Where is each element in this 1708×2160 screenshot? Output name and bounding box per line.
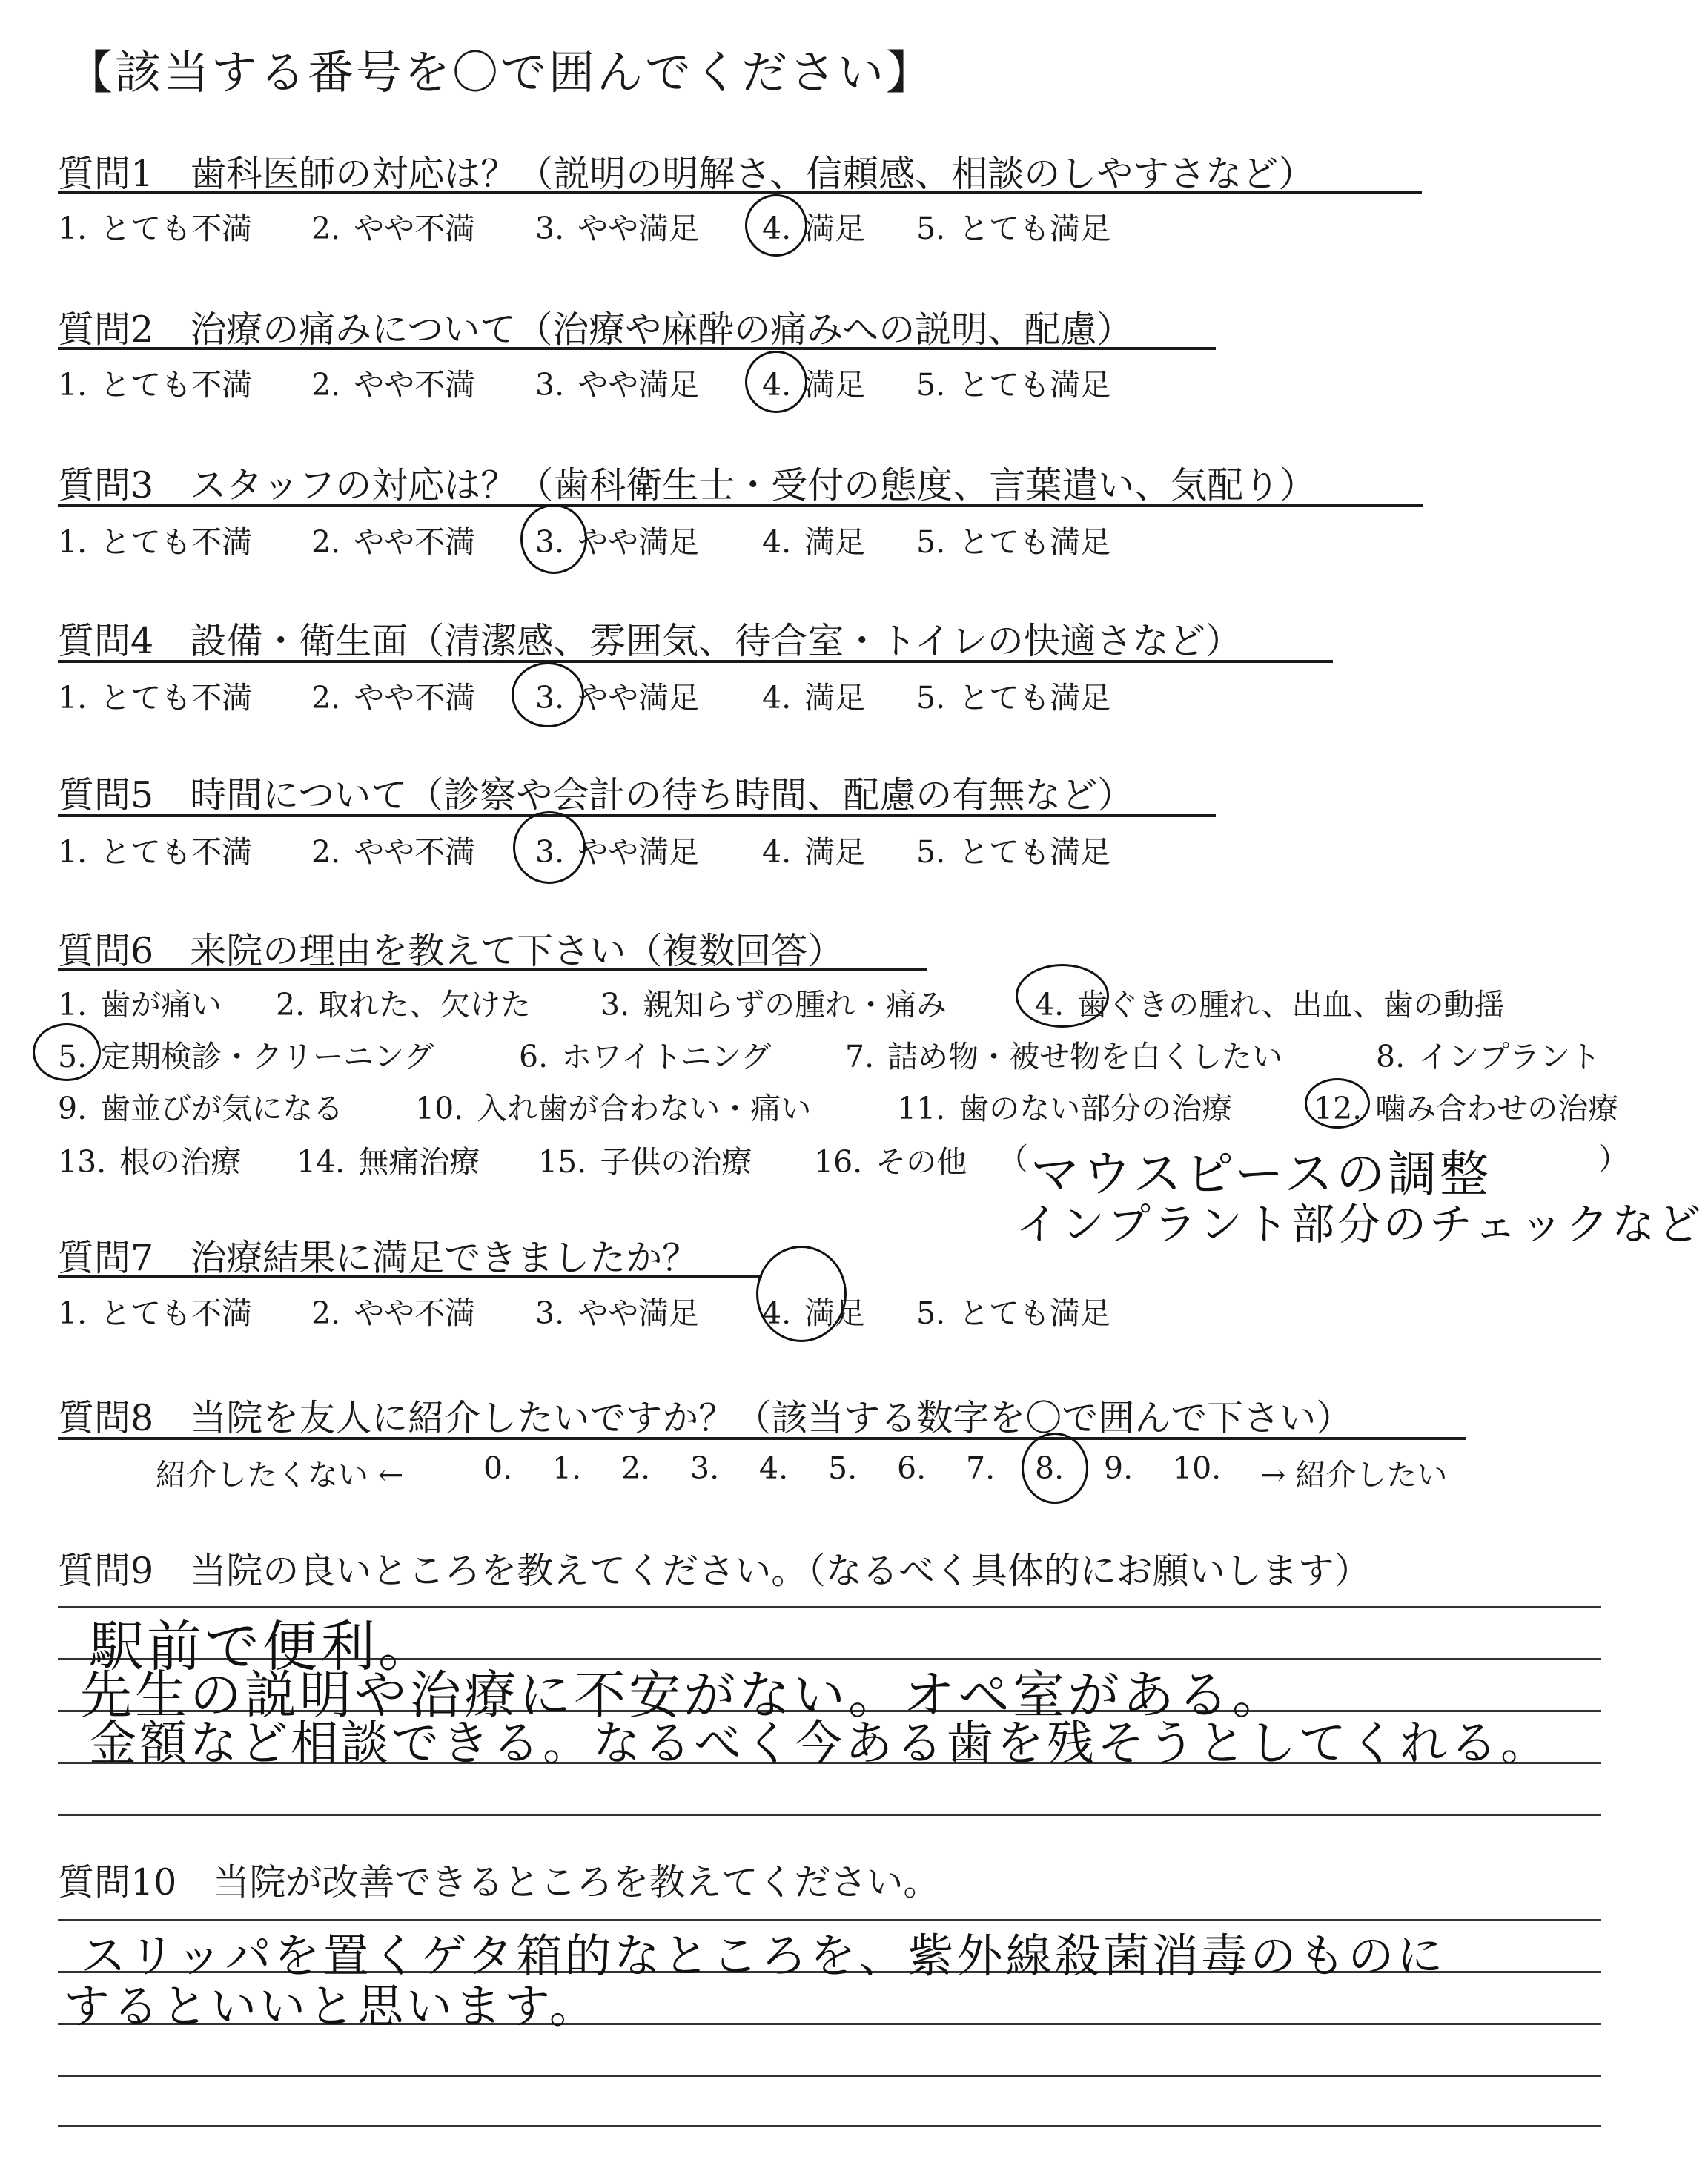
- q7-option-5[interactable]: 5. とても満足: [916, 1295, 1111, 1331]
- q6-option-4[interactable]: 4. 歯ぐきの腫れ、出血、歯の動揺: [1035, 987, 1505, 1023]
- q6-option-16[interactable]: 16. その他: [814, 1144, 967, 1180]
- q4-option-1[interactable]: 1. とても不満: [58, 680, 253, 716]
- q6-option-12[interactable]: 12. 噛み合わせの治療: [1314, 1091, 1619, 1126]
- q2-option-2[interactable]: 2. やや不満: [311, 367, 476, 403]
- q6-option-8[interactable]: 8. インプラント: [1376, 1039, 1601, 1074]
- q6-option-11[interactable]: 11. 歯のない部分の治療: [897, 1091, 1233, 1126]
- question-2-text: 治療の痛みについて（治療や麻酔の痛みへの説明、配慮）: [190, 308, 1133, 351]
- q5-option-5[interactable]: 5. とても満足: [916, 834, 1111, 870]
- q8-scale-6[interactable]: 6.: [897, 1450, 927, 1486]
- q8-scale-0[interactable]: 0.: [483, 1450, 513, 1486]
- q8-right-label: → 紹介したい: [1260, 1457, 1448, 1493]
- question-5-label: 質問5: [58, 774, 154, 816]
- q3-option-3[interactable]: 3. やや満足: [535, 524, 700, 560]
- q5-option-2[interactable]: 2. やや不満: [311, 834, 476, 870]
- question-5-text: 時間について（診察や会計の待ち時間、配慮の有無など）: [190, 774, 1134, 816]
- q9-handwritten-1: 駅前で便利。: [89, 1615, 436, 1679]
- question-3-title: [58, 457, 1316, 509]
- question-3-text: スタッフの対応は？（歯科衛生士・受付の態度、言葉遣い、気配り）: [190, 464, 1317, 506]
- q8-scale-1[interactable]: 1.: [552, 1450, 582, 1486]
- q7-option-3[interactable]: 3. やや満足: [535, 1295, 700, 1331]
- q1-option-1[interactable]: 1. とても不満: [58, 211, 253, 246]
- q6-selected-circle-4: [1016, 964, 1109, 1028]
- question-7-text: 治療結果に満足できましたか？: [190, 1237, 699, 1279]
- q6-selected-circle-5: [33, 1023, 101, 1081]
- q6-option-10[interactable]: 10. 入れ歯が合わない・痛い: [415, 1091, 812, 1126]
- q8-selected-circle: [1022, 1433, 1088, 1504]
- question-2-rule: [58, 347, 1216, 350]
- q8-scale-4[interactable]: 4.: [759, 1450, 789, 1486]
- q1-option-2[interactable]: 2. やや不満: [311, 211, 476, 246]
- question-8-rule: [58, 1437, 1466, 1440]
- q5-option-4[interactable]: 4. 満足: [762, 834, 866, 870]
- question-8-title: [58, 1390, 1352, 1441]
- question-10-title: [58, 1854, 939, 1906]
- question-6-title: [58, 922, 844, 974]
- q3-option-2[interactable]: 2. やや不満: [311, 524, 476, 560]
- q10-answer-line-5: [58, 2125, 1601, 2127]
- q1-selected-circle: [745, 194, 807, 257]
- q6-other-paren-close: ）: [1598, 1141, 1629, 1177]
- q6-option-7[interactable]: 7. 詰め物・被せ物を白くしたい: [845, 1039, 1283, 1074]
- question-4-rule: [58, 660, 1333, 663]
- q6-option-1[interactable]: 1. 歯が痛い: [58, 987, 222, 1023]
- q1-option-5[interactable]: 5. とても満足: [916, 211, 1111, 246]
- question-1-text: 歯科医師の対応は？（説明の明解さ、信頼感、相談のしやすさなど）: [190, 153, 1315, 195]
- q3-option-5[interactable]: 5. とても満足: [916, 524, 1111, 560]
- q8-left-label: 紹介したくない ←: [156, 1457, 404, 1493]
- q1-option-3[interactable]: 3. やや満足: [535, 211, 700, 246]
- q8-scale-10[interactable]: 10.: [1173, 1450, 1222, 1486]
- q8-scale-3[interactable]: 3.: [690, 1450, 720, 1486]
- q3-option-1[interactable]: 1. とても不満: [58, 524, 253, 560]
- q9-handwritten-2: 先生の説明や治療に不安がない。オペ室がある。: [80, 1665, 1287, 1725]
- q6-option-6[interactable]: 6. ホワイトニング: [519, 1039, 772, 1074]
- question-9-label: 質問9: [58, 1550, 154, 1592]
- question-6-label: 質問6: [58, 930, 154, 972]
- question-7-label: 質問7: [58, 1237, 154, 1279]
- question-7-rule: [58, 1275, 762, 1278]
- question-8-label: 質問8: [58, 1397, 154, 1439]
- q6-option-13[interactable]: 13. 根の治療: [58, 1144, 242, 1180]
- question-2-title: [58, 301, 1133, 353]
- q5-option-3[interactable]: 3. やや満足: [535, 834, 700, 870]
- q10-handwritten-2: するといいと思います。: [64, 1979, 599, 2033]
- q1-option-4[interactable]: 4. 満足: [762, 211, 866, 246]
- question-9-text: 当院の良いところを教えてください。（なるべく具体的にお願いします）: [190, 1550, 1371, 1592]
- q3-option-4[interactable]: 4. 満足: [762, 524, 866, 560]
- q7-option-4[interactable]: 4. 満足: [762, 1295, 866, 1331]
- q4-option-4[interactable]: 4. 満足: [762, 680, 866, 716]
- q8-scale-2[interactable]: 2.: [621, 1450, 651, 1486]
- q6-option-3[interactable]: 3. 親知らずの腫れ・痛み: [600, 987, 947, 1023]
- q10-handwritten-1: スリッパを置くゲタ箱的なところを、紫外線殺菌消毒のものに: [80, 1929, 1446, 1983]
- q7-option-1[interactable]: 1. とても不満: [58, 1295, 253, 1331]
- q4-selected-circle: [512, 662, 584, 727]
- q4-option-2[interactable]: 2. やや不満: [311, 680, 476, 716]
- q4-option-5[interactable]: 5. とても満足: [916, 680, 1111, 716]
- question-3-label: 質問3: [58, 464, 154, 506]
- question-10-text: 当院が改善できるところを教えてください。: [213, 1861, 940, 1903]
- q6-option-9[interactable]: 9. 歯並びが気になる: [58, 1091, 344, 1126]
- question-8-text: 当院を友人に紹介したいですか？（該当する数字を〇で囲んで下さい）: [190, 1397, 1353, 1439]
- question-6-rule: [58, 968, 927, 971]
- question-4-title: [58, 612, 1242, 664]
- question-9-title: [58, 1542, 1371, 1594]
- page-title: 【該当する番号を〇で囲んでください】: [67, 45, 935, 99]
- question-6-text: 来院の理由を教えて下さい（複数回答）: [190, 930, 844, 972]
- q8-scale-9[interactable]: 9.: [1104, 1450, 1133, 1486]
- question-4-text: 設備・衛生面（清潔感、雰囲気、待合室・トイレの快適さなど）: [190, 620, 1242, 662]
- q2-option-5[interactable]: 5. とても満足: [916, 367, 1111, 403]
- question-10-label: 質問10: [58, 1861, 177, 1903]
- q6-other-paren-open: （: [998, 1141, 1028, 1177]
- q3-selected-circle: [520, 504, 587, 574]
- q7-selected-circle: [756, 1246, 847, 1342]
- q2-option-4[interactable]: 4. 満足: [762, 367, 866, 403]
- question-2-label: 質問2: [58, 308, 154, 351]
- q8-scale-7[interactable]: 7.: [966, 1450, 996, 1486]
- q5-option-1[interactable]: 1. とても不満: [58, 834, 253, 870]
- question-5-rule: [58, 814, 1216, 817]
- q6-option-2[interactable]: 2. 取れた、欠けた: [276, 987, 532, 1023]
- q7-option-2[interactable]: 2. やや不満: [311, 1295, 476, 1331]
- q6-option-5[interactable]: 5. 定期検診・クリーニング: [58, 1039, 434, 1074]
- q2-option-3[interactable]: 3. やや満足: [535, 367, 700, 403]
- q8-scale-8[interactable]: 8.: [1035, 1450, 1065, 1486]
- question-4-label: 質問4: [58, 620, 154, 662]
- q6-option-15[interactable]: 15. 子供の治療: [538, 1144, 752, 1180]
- q6-other-handwritten-2: インプラント部分のチェックなど: [1016, 1199, 1704, 1249]
- question-3-rule: [58, 504, 1423, 507]
- q6-option-14[interactable]: 14. 無痛治療: [297, 1144, 480, 1180]
- q2-option-1[interactable]: 1. とても不満: [58, 367, 253, 403]
- q6-other-handwritten-1: マウスピースの調整: [1030, 1146, 1492, 1203]
- question-1-label: 質問1: [58, 153, 154, 195]
- q6-selected-circle-12: [1305, 1078, 1370, 1129]
- question-1-title: [58, 145, 1314, 197]
- question-5-title: [58, 767, 1133, 819]
- q5-selected-circle: [513, 811, 586, 884]
- q9-answer-line-5: [58, 1814, 1601, 1816]
- q10-answer-line-4: [58, 2075, 1601, 2077]
- question-7-title: [58, 1229, 698, 1281]
- question-1-rule: [58, 191, 1422, 194]
- q9-handwritten-3: 金額など相談できる。なるべく今ある歯を残そうとしてくれる。: [89, 1717, 1551, 1771]
- q8-scale-5[interactable]: 5.: [828, 1450, 858, 1486]
- q2-selected-circle: [745, 351, 807, 413]
- q4-option-3[interactable]: 3. やや満足: [535, 680, 700, 716]
